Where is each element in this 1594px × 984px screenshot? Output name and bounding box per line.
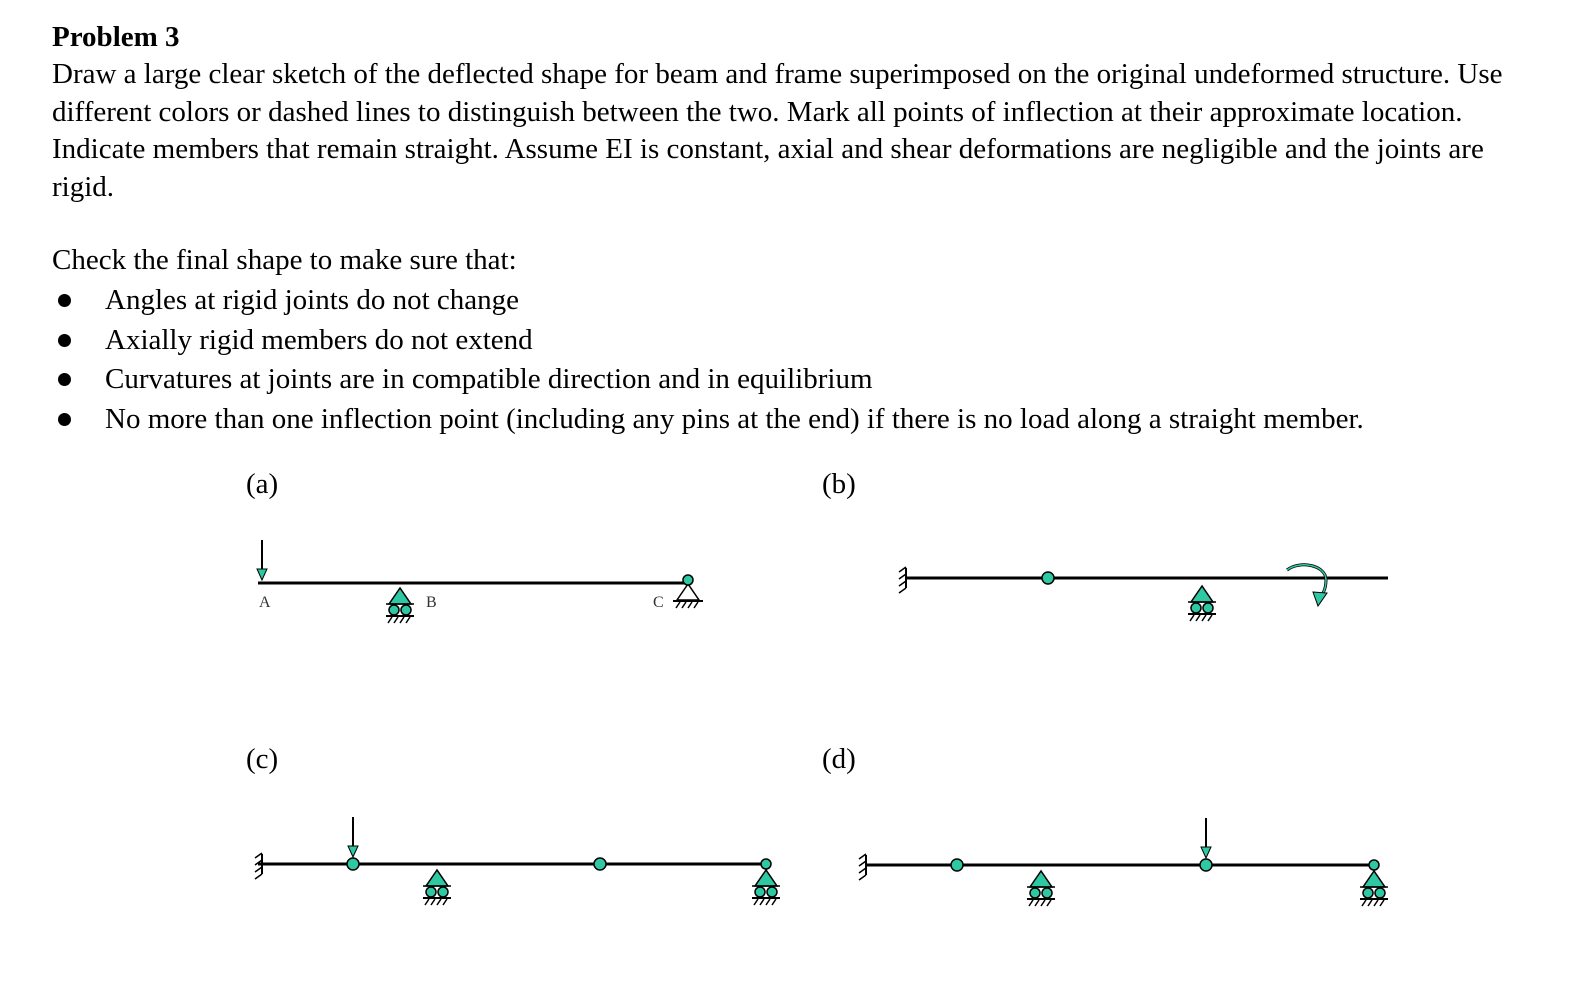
fixed-support-icon [899,567,906,593]
load-arrow-icon [348,817,358,857]
figure-d [859,818,1388,906]
figure-c [255,817,780,905]
point-label-a: A [259,594,271,611]
roller-support-icon [423,870,451,905]
checklist-item: Angles at rigid joints do not change [52,281,1364,321]
load-arrow-icon [257,540,267,580]
moment-arrow-icon [1287,565,1327,606]
checklist-item: Axially rigid members do not extend [52,321,1364,361]
hinge-icon [761,859,771,869]
pin-support-icon [673,584,703,608]
figure-b [899,565,1388,621]
hinge-icon [1369,860,1379,870]
hinge-icon [347,858,359,870]
point-label-c: C [653,594,664,611]
problem-instructions: Draw a large clear sketch of the deflected shape for beam and frame superimposed on the original undeformed structure. Use different colors or dashed lines to distinguish between the two. Mark all points of inflection at their approximate location. Indicate members that remain straight. Assume EI is constant, axial and shear deformations are negligible and the joints are rigid. [52,58,1503,203]
roller-support-icon [1360,871,1388,906]
hinge-icon [951,859,963,871]
hinge-icon [1042,572,1054,584]
fixed-support-icon [255,853,262,879]
checklist-intro: Check the final shape to make sure that: [52,244,517,276]
roller-support-icon [752,870,780,905]
fixed-support-icon [859,854,866,880]
checklist-item: No more than one inflection point (including any pins at the end) if there is no load along a straight member. [52,400,1364,440]
figure-c-label: (c) [246,743,279,775]
roller-support-icon [386,588,414,623]
figure-b-label: (b) [822,468,856,500]
figure-a-label: (a) [246,468,279,500]
point-label-b: B [426,594,437,611]
figure-d-label: (d) [822,743,856,775]
hinge-icon [683,575,693,585]
hinge-icon [594,858,606,870]
checklist-item: Curvatures at joints are in compatible direction and in equilibrium [52,360,1364,400]
roller-support-icon [1188,586,1216,621]
problem-title: Problem 3 [52,21,180,53]
load-arrow-icon [1201,818,1211,858]
figure-a [257,540,703,623]
roller-support-icon [1027,871,1055,906]
hinge-icon [1200,859,1212,871]
